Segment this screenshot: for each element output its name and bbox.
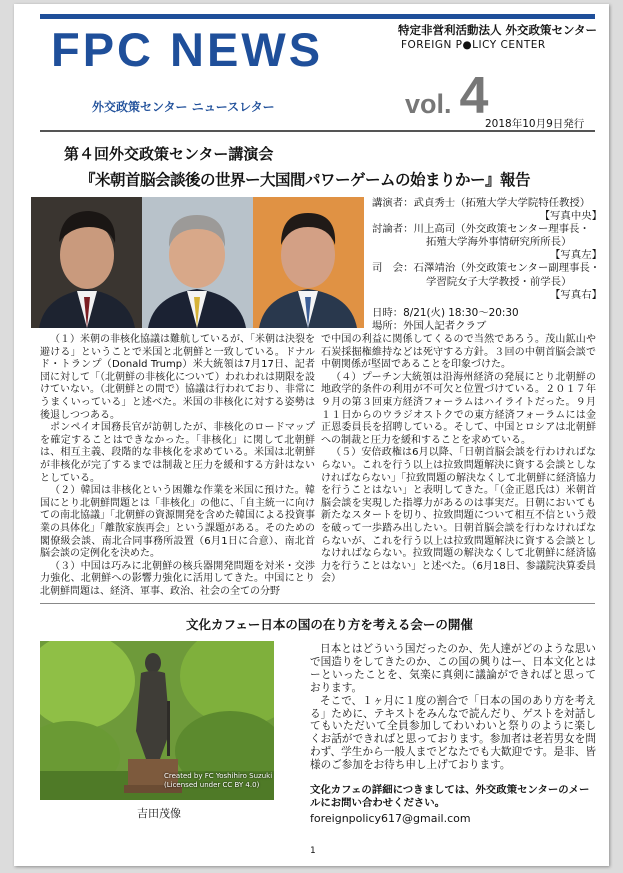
photo-caption: 吉田茂像 [137, 807, 181, 820]
moderator-line: 司 会：石澤靖治（外交政策センター副理事長・ [372, 262, 601, 275]
photo-credit [164, 772, 272, 790]
report-column-left [40, 334, 315, 598]
organization-name-ja: 特定非営利活動法人 外交政策センター [398, 23, 598, 37]
report-paragraph: （５）安倍政権は6月以降、「日朝首脳会談を行わければならない。これを行う以上は拉致問題解決に資する会談としなければならない」「拉致問題の解決なくして北朝鮮に経済協力を行うことはない」と表明してきた。「（金正恩氏は）米朝首脳会談を実現した指導力があるのは事実だ。日朝においても新たなスタートを切り、拉致問題について相互不信という殻を破って一歩踏み出したい。日朝首脳会談を行わなければならないが、これを行う以上は拉致問題解決に資する会談としなければならない。拉致問題の解決なくして北朝鮮に経済協力を行うことはない」と述べた。（6月18日、参議院決算委員会） [321, 447, 596, 585]
contact-email[interactable]: foreignpolicy617@gmail.com [310, 812, 471, 825]
discussant-affiliation: 拓殖大学海外事情研究所所長） [426, 236, 572, 249]
event-venue: 場所：外国人記者クラブ [372, 319, 487, 332]
volume-label: vol. [405, 89, 452, 119]
event-datetime: 日時：8/21(火) 18:30～20:30 [372, 306, 519, 319]
discussant-line: 討論者：川上高司（外交政策センター理事長・ [372, 223, 590, 236]
photo-portrait-kawakami [31, 197, 142, 328]
lecture-info [372, 197, 602, 333]
volume-number: 4 [459, 67, 489, 125]
lecture-title: 第４回外交政策センター講演会 [64, 145, 274, 163]
masthead-logo: FPC NEWS [51, 23, 324, 76]
report-paragraph: （３）中国は巧みに北朝鮮の核兵器開発問題を対米・交渉力強化、北朝鮮への影響力強化に活用してきた。中国にとり北朝鮮問題は、経済、軍事、政治、社会の全ての分野 [40, 560, 315, 597]
page-number: 1 [310, 846, 316, 856]
issue-date: 2018年10月9日発行 [485, 118, 585, 130]
header-top-rule [40, 14, 595, 19]
photo-portrait-ishizawa [253, 197, 364, 328]
report-column-right [321, 334, 596, 586]
newsletter-label: 外交政策センター ニュースレター [92, 100, 275, 114]
report-paragraph: （４）プーチン大統領は沿海州経済の発展にとり北朝鮮の地政学的条件の利用が不可欠と位置づけている。２０１７年９月の第３回東方経済フォーラムはハイライトだった。９月１１日からのウラジオストクでの東方経済フォーラムには金正恩委員長を招聘している。そして、中国とロシアは北朝鮮への制裁と圧力を緩和することを求めている。 [321, 371, 596, 446]
volume-mark [405, 66, 488, 126]
photo-portrait-takesada [142, 197, 253, 328]
discussant-photo-note: 【写真左】 [550, 249, 602, 262]
cafe-title: 文化カフェー日本の国の在り方を考える会ーの開催 [186, 617, 473, 632]
photo-credit-license: (Licensed under CC BY 4.0) [164, 781, 260, 789]
report-paragraph: （１）米朝の非核化協議は難航しているが、「米朝は決裂を避ける」ということで米国と北朝鮮と一致している。ドナルド・トランプ（Donald Trump）米大統領は7月17日、記者団に対して「（北朝鮮の非核化について）われわれは期限を設けていない。（北朝鮮との間で）協議は行われており、非常にうまくいっている」と述べた。米国の非核化に対する姿勢は後退しつつある。 [40, 334, 315, 421]
report-paragraph: ポンペイオ国務長官が訪朝したが、非核化のロードマップを確定することはできなかった。「非核化」に関して北朝鮮は、相互主義、段階的な非核化を求めている。米国は北朝鮮が非核化が完了するまでは制裁と圧力を緩和する方針はないとしている。 [40, 422, 315, 484]
report-paragraph: で中国の利益に関係してくるので当然であろう。茂山鉱山や石炭採掘権維持などは死守する方針。３回の中朝首脳会談で中朝関係が堅固であることを印象づけた。 [321, 334, 596, 371]
organization-name-en: FOREIGN P●LICY CENTER [401, 39, 546, 51]
cafe-description [310, 643, 596, 772]
lecture-subtitle: 『米朝首脳会談後の世界ー大国間パワーゲームの始まりかー』報告 [80, 171, 531, 189]
moderator-affiliation: 学習院女子大学教授・前学長） [426, 275, 572, 288]
newsletter-page [14, 4, 609, 866]
cafe-paragraph: 日本とはどういう国だったのか、先人達がどのような思いで国造りをしてきたのか、この国の興りはー、日本文化とはーといったことを、気楽に真剣に議論ができればと思っております。 [310, 643, 596, 694]
report-paragraph: （２）韓国は非核化という困難な作業を米国に預けた。韓国にとり北朝鮮問題とは「非核化」の他に、「自主統一に向けての南北協議」「北朝鮮の資源開発を含めた韓国による投資事業の具体化」「離散家族再会」という課題がある。そのための閣僚級会談、南北合同事務所設置（6月1日に合意）、南北首脳会談の定例化を決めた。 [40, 485, 315, 560]
moderator-photo-note: 【写真右】 [550, 288, 602, 301]
section-divider [40, 603, 595, 604]
cafe-paragraph: そこで、１ヶ月に１度の割合で「日本の国のあり方を考える」ために、テキストをみんなで読んだり、ゲストを対話してもいただいて全員参加してわいわいと祭りのように楽しくお話ができればと思っております。参加者は老若男女を問わず、学生から一般人までどなたでも大歓迎です。是非、皆様のご参加をお待ち申し上げております。 [310, 694, 596, 772]
lecturer-line: 講演者：武貞秀士（拓殖大学大学院特任教授） [372, 197, 591, 209]
lecturer-photo-note: 【写真中央】 [539, 210, 602, 223]
header-bottom-rule [40, 130, 595, 132]
photo-credit-line: Created by FC Yoshihiro Suzuki [164, 772, 273, 780]
cafe-contact-note: 文化カフェの詳細につきましては、外交政策センターのメールにお問い合わせください。 [310, 784, 590, 809]
